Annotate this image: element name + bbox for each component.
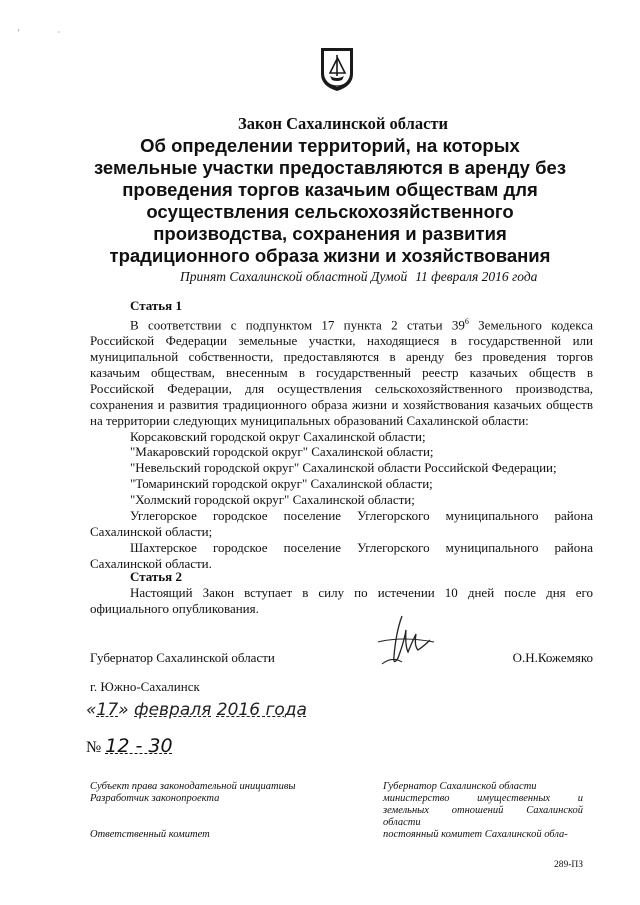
scan-marks: ' · (18, 28, 79, 37)
article-2-text: Настоящий Закон вступает в силу по истечении 10 дней после дня его официального опубликования. (90, 584, 593, 616)
list-paragraph: Шахтерское городское поселение Углегорского муниципального района Сахалинской области. (90, 539, 593, 571)
law-type: Закон Сахалинской области (238, 114, 449, 133)
intro-text: В соответствии с подпунктом 17 пункта 2 статьи 39 (130, 317, 465, 333)
title-line: проведения торгов казачьим обществам для (122, 179, 538, 200)
intro-superscript: 6 (464, 316, 469, 326)
quote-open: « (86, 700, 97, 720)
number-value: 12 - 30 (105, 735, 173, 757)
title-line: традиционного образа жизни и хозяйствования (109, 245, 551, 266)
signer-name: О.Н.Кожемяко (512, 650, 593, 665)
date-day: 17 (96, 700, 119, 720)
title-line: земельные участки предоставляются в аренду без (93, 157, 567, 178)
title-line: осуществления сельскохозяйственного (146, 201, 514, 222)
coat-of-arms-icon (318, 46, 356, 92)
article-2-heading: Статья 2 (130, 569, 182, 584)
list-item: "Невельский городской округ" Сахалинской области Российской Федерации; (130, 460, 557, 476)
document-code: 289-ПЗ (554, 860, 584, 870)
law-title (60, 135, 600, 267)
footer-value: области (383, 817, 421, 828)
city: г. Южно-Сахалинск (90, 679, 200, 694)
law-header (60, 114, 600, 267)
date-year: 2016 года (216, 700, 307, 720)
signer-position: Губернатор Сахалинской области (90, 650, 275, 665)
date-month: февраля (134, 700, 212, 720)
title-line: Об определении территорий, на которых (140, 135, 520, 156)
adopted-date: 11 февраля 2016 года (415, 269, 538, 284)
footer-committee-label: Ответственный комитет (90, 829, 210, 840)
title-line: производства, сохранения и развития (153, 223, 507, 244)
footer-label: Субъект права законодательной инициативы (90, 781, 296, 792)
adoption-line (180, 269, 545, 285)
footer-label: Разработчик законопроекта (90, 793, 220, 804)
footer-value: Губернатор Сахалинской области (383, 781, 537, 792)
footer-value: постоянный комитет Сахалинской обла- (383, 829, 568, 840)
list-paragraph: Углегорское городское поселение Углегорского муниципального района Сахалинской области; (90, 508, 593, 540)
article-1 (90, 298, 593, 572)
intro-text: Земельного кодекса Российской Федерации земельные участки, находящиеся в государственной или муниципальной собственности, предоставляются в аренду без проведения торгов казачьим обществам, внесенным в государственный реестр казачьих обществ в Российской Федерации, для осуществления сельскохозяйственного производства, сохранения и развития традиционного образа жизни и хозяйствования казачьих обществ на территории следующих муниципальных образований Сахалинской области: (90, 317, 593, 428)
signing-date (86, 700, 307, 720)
list-item: "Томаринский городской округ" Сахалинской области; (130, 476, 433, 492)
article-1-heading: Статья 1 (130, 298, 182, 313)
footer-initiative (90, 781, 296, 805)
footer-value: земельных отношений Сахалинской (383, 805, 583, 816)
adopted-by: Принят Сахалинской областной Думой (180, 269, 408, 284)
handwritten-signature-icon (372, 612, 442, 672)
quote-close: » (118, 700, 129, 720)
footer-value: министерство имущественных и (383, 793, 583, 804)
footer-values (383, 781, 583, 841)
list-item: "Холмский городской округ" Сахалинской области; (130, 492, 415, 508)
list-item: Корсаковский городской округ Сахалинской области; (130, 428, 426, 444)
article-2 (90, 569, 593, 617)
law-number (86, 735, 173, 757)
article-1-intro (90, 314, 593, 429)
number-prefix: № (86, 739, 102, 756)
list-item: "Макаровский городской округ" Сахалинской области; (130, 444, 434, 460)
